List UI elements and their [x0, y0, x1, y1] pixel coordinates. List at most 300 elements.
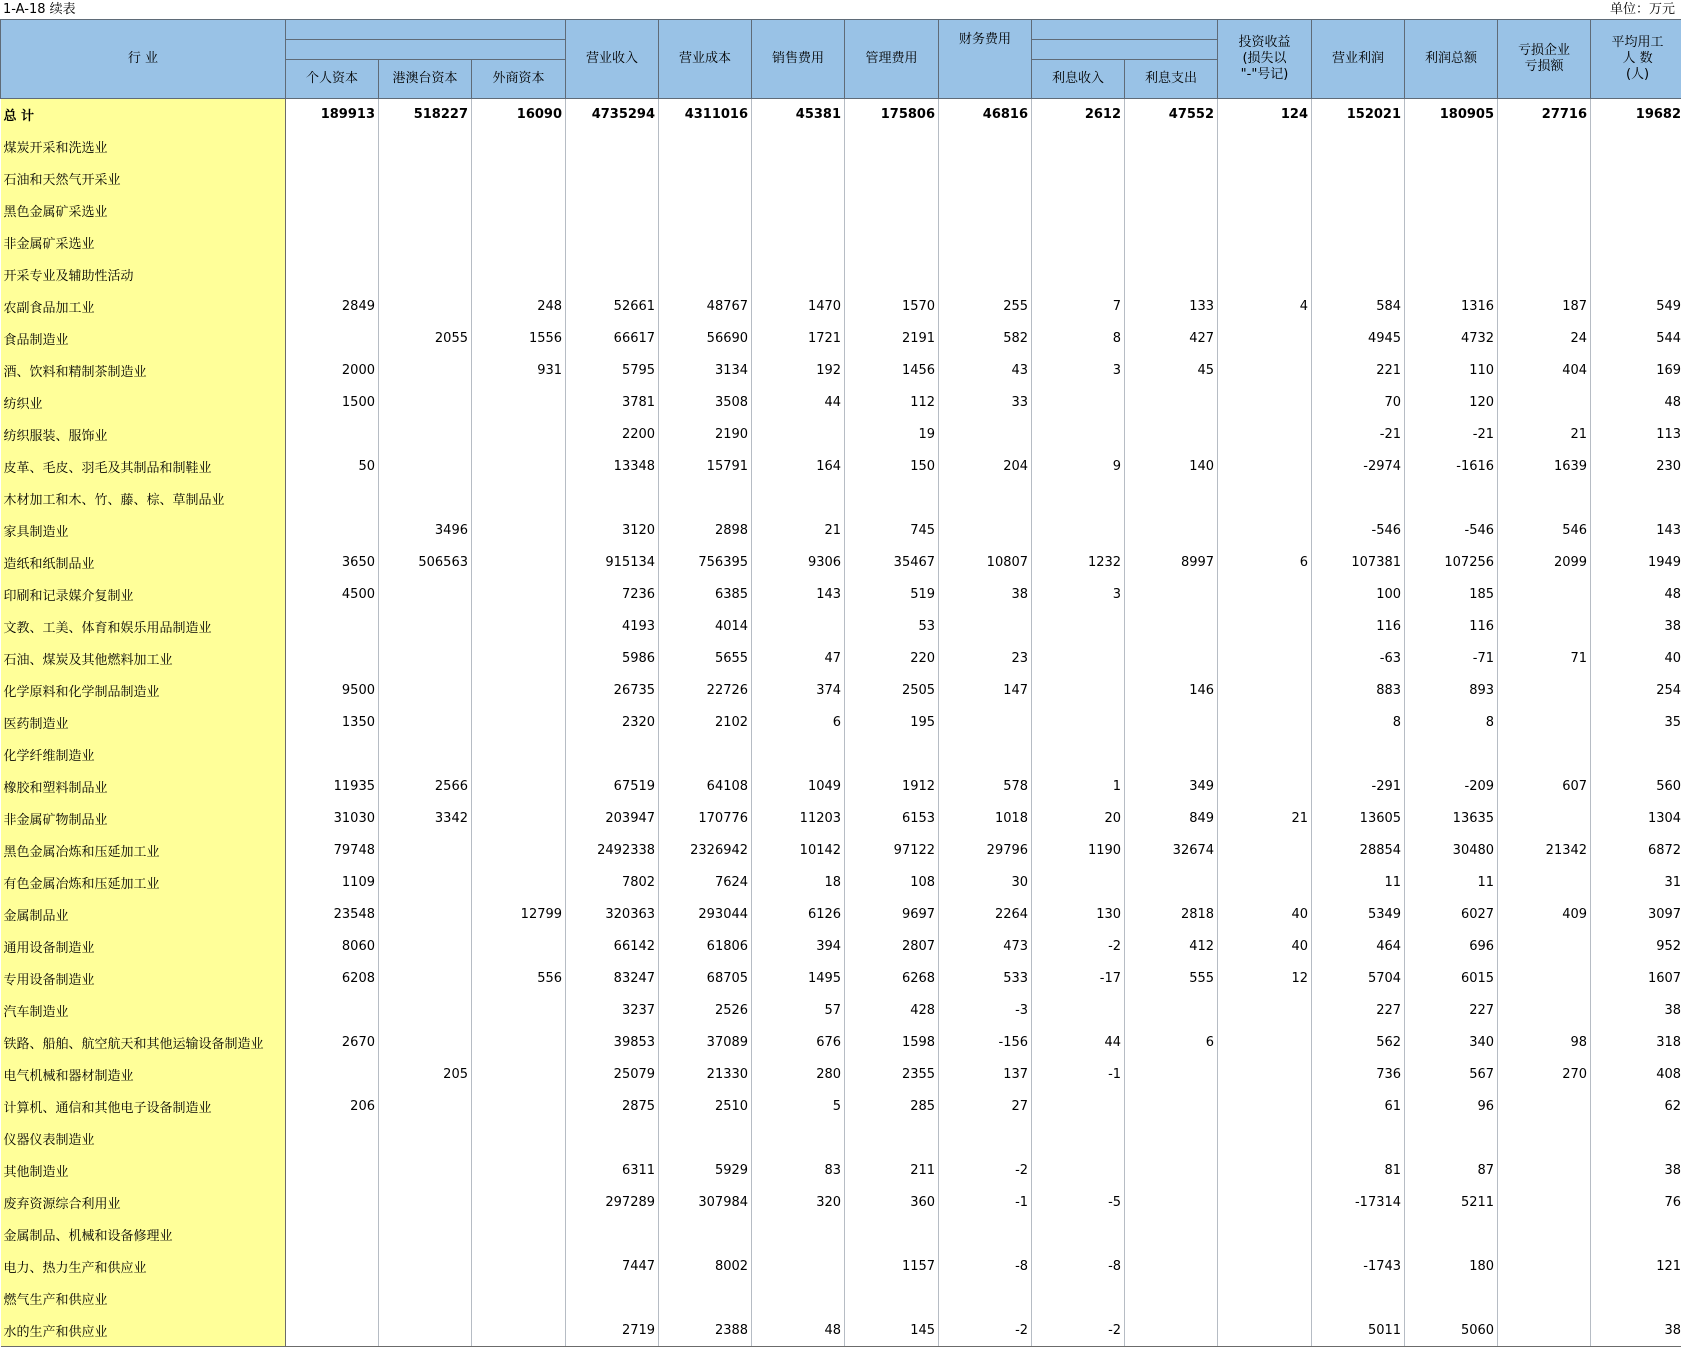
table-cell: 47552 [1125, 99, 1218, 131]
table-cell: 4 [1218, 291, 1312, 323]
table-cell: -546 [1312, 515, 1405, 547]
table-cell: 8997 [1125, 547, 1218, 579]
table-cell [1218, 515, 1312, 547]
table-cell: 567 [1405, 1059, 1498, 1091]
table-cell: 16090 [472, 99, 566, 131]
table-cell: 61806 [659, 931, 752, 963]
table-cell [472, 1027, 566, 1059]
table-cell: 1570 [845, 291, 939, 323]
table-cell [1032, 707, 1125, 739]
table-cell [472, 771, 566, 803]
table-cell: 1232 [1032, 547, 1125, 579]
table-cell [659, 1283, 752, 1315]
table-cell [752, 1123, 845, 1155]
table-cell [472, 387, 566, 419]
table-cell: 1456 [845, 355, 939, 387]
table-cell: 374 [752, 675, 845, 707]
table-cell [379, 131, 472, 163]
industry-name: 造纸和纸制品业 [1, 547, 286, 579]
table-cell: 2099 [1498, 547, 1591, 579]
table-cell: 48 [1591, 579, 1681, 611]
table-cell [1498, 675, 1591, 707]
table-cell [939, 483, 1032, 515]
table-cell: -1 [1032, 1059, 1125, 1091]
table-row [1, 323, 1681, 355]
table-cell [1032, 1091, 1125, 1123]
table-cell: 5986 [566, 643, 659, 675]
table-cell: 124 [1218, 99, 1312, 131]
table-cell [379, 291, 472, 323]
table-cell [1218, 451, 1312, 483]
table-cell [1218, 1091, 1312, 1123]
table-row [1, 1059, 1681, 1091]
table-cell [1125, 1315, 1218, 1347]
table-cell [1312, 163, 1405, 195]
table-cell [1218, 195, 1312, 227]
table-cell [379, 419, 472, 451]
table-cell: 71 [1498, 643, 1591, 675]
table-cell: 81 [1312, 1155, 1405, 1187]
table-cell [1032, 483, 1125, 515]
table-cell: -17314 [1312, 1187, 1405, 1219]
table-cell [1591, 1123, 1681, 1155]
table-cell: 349 [1125, 771, 1218, 803]
table-cell: 6015 [1405, 963, 1498, 995]
table-cell [379, 195, 472, 227]
table-cell [752, 259, 845, 291]
table-row [1, 419, 1681, 451]
table-cell [1405, 195, 1498, 227]
table-cell: 29796 [939, 835, 1032, 867]
table-cell [566, 131, 659, 163]
table-row [1, 675, 1681, 707]
table-cell [472, 643, 566, 675]
table-cell [1032, 675, 1125, 707]
table-cell [1032, 163, 1125, 195]
table-cell: 8 [1405, 707, 1498, 739]
table-cell [379, 643, 472, 675]
table-cell [1312, 483, 1405, 515]
table-cell: 506563 [379, 547, 472, 579]
table-row [1, 1251, 1681, 1283]
table-cell [1591, 227, 1681, 259]
table-cell: 206 [286, 1091, 379, 1123]
table-cell [1125, 131, 1218, 163]
table-cell: 5704 [1312, 963, 1405, 995]
table-cell: 560 [1591, 771, 1681, 803]
table-cell: 40 [1218, 899, 1312, 931]
table-cell: 3120 [566, 515, 659, 547]
table-cell [1218, 323, 1312, 355]
table-cell [845, 483, 939, 515]
table-cell: 68705 [659, 963, 752, 995]
header-cost: 营业成本 [659, 20, 752, 99]
industry-name: 木材加工和木、竹、藤、棕、草制品业 [1, 483, 286, 515]
table-cell: 113 [1591, 419, 1681, 451]
table-row [1, 195, 1681, 227]
table-cell: -21 [1405, 419, 1498, 451]
table-cell: 2200 [566, 419, 659, 451]
table-cell [379, 835, 472, 867]
table-cell [1591, 483, 1681, 515]
table-cell [1498, 1187, 1591, 1219]
table-cell [1498, 227, 1591, 259]
table-cell: 8 [1032, 323, 1125, 355]
table-cell [1125, 227, 1218, 259]
table-cell [1218, 1251, 1312, 1283]
industry-name: 非金属矿物制品业 [1, 803, 286, 835]
table-cell: 50 [286, 451, 379, 483]
table-cell [286, 163, 379, 195]
table-cell [1032, 867, 1125, 899]
table-cell [566, 1123, 659, 1155]
table-cell: 13348 [566, 451, 659, 483]
table-cell [379, 163, 472, 195]
table-cell [472, 227, 566, 259]
table-cell [659, 1123, 752, 1155]
table-cell [286, 323, 379, 355]
table-cell: 5060 [1405, 1315, 1498, 1347]
table-cell [752, 131, 845, 163]
table-cell: 38 [1591, 1155, 1681, 1187]
industry-name: 开采专业及辅助性活动 [1, 259, 286, 291]
table-cell: 67519 [566, 771, 659, 803]
header-finance-blank [1032, 20, 1218, 40]
table-cell: -2 [939, 1315, 1032, 1347]
table-cell: 45 [1125, 355, 1218, 387]
industry-name: 专用设备制造业 [1, 963, 286, 995]
table-cell: 1598 [845, 1027, 939, 1059]
header-total-profit: 利润总额 [1405, 20, 1498, 99]
table-cell [1218, 259, 1312, 291]
table-cell: 35467 [845, 547, 939, 579]
table-cell: 20 [1032, 803, 1125, 835]
table-cell: 211 [845, 1155, 939, 1187]
table-cell: 1495 [752, 963, 845, 995]
table-cell: 112 [845, 387, 939, 419]
table-cell [472, 1059, 566, 1091]
table-cell: 578 [939, 771, 1032, 803]
table-cell [472, 195, 566, 227]
table-cell: 2320 [566, 707, 659, 739]
table-cell: -291 [1312, 771, 1405, 803]
table-cell: 893 [1405, 675, 1498, 707]
table-cell: 519 [845, 579, 939, 611]
table-cell: 11 [1405, 867, 1498, 899]
industry-name: 有色金属冶炼和压延加工业 [1, 867, 286, 899]
table-cell: 53 [845, 611, 939, 643]
table-cell: 6385 [659, 579, 752, 611]
table-cell: 3496 [379, 515, 472, 547]
table-cell: 1157 [845, 1251, 939, 1283]
table-cell [286, 611, 379, 643]
table-cell [1032, 387, 1125, 419]
table-cell [1032, 1123, 1125, 1155]
table-row [1, 131, 1681, 163]
table-cell: 33 [939, 387, 1032, 419]
table-cell: 5349 [1312, 899, 1405, 931]
table-cell: 340 [1405, 1027, 1498, 1059]
table-cell [566, 739, 659, 771]
table-cell: 849 [1125, 803, 1218, 835]
table-cell: 1018 [939, 803, 1032, 835]
table-cell: 38 [939, 579, 1032, 611]
table-cell: 2898 [659, 515, 752, 547]
header-hk-macao-taiwan-capital: 港澳台资本 [379, 60, 472, 99]
table-cell: 23548 [286, 899, 379, 931]
table-cell: 21342 [1498, 835, 1591, 867]
table-cell: -2974 [1312, 451, 1405, 483]
table-header [1, 20, 1681, 99]
table-cell: 32674 [1125, 835, 1218, 867]
table-cell [379, 867, 472, 899]
table-cell: 7236 [566, 579, 659, 611]
table-cell: 2055 [379, 323, 472, 355]
table-cell: 931 [472, 355, 566, 387]
industry-name: 医药制造业 [1, 707, 286, 739]
table-cell [1125, 1059, 1218, 1091]
table-cell: 409 [1498, 899, 1591, 931]
table-cell [1498, 483, 1591, 515]
table-cell: 297289 [566, 1187, 659, 1219]
table-cell [1591, 259, 1681, 291]
table-row [1, 1155, 1681, 1187]
table-cell: 2355 [845, 1059, 939, 1091]
industry-name: 食品制造业 [1, 323, 286, 355]
table-cell: 44 [1032, 1027, 1125, 1059]
table-cell: 120 [1405, 387, 1498, 419]
header-foreign-capital: 外商资本 [472, 60, 566, 99]
header-revenue: 营业收入 [566, 20, 659, 99]
table-cell [566, 163, 659, 195]
table-cell [379, 899, 472, 931]
table-cell: 2510 [659, 1091, 752, 1123]
table-cell: 2505 [845, 675, 939, 707]
table-cell [1125, 643, 1218, 675]
table-cell: 195 [845, 707, 939, 739]
table-cell [1218, 1123, 1312, 1155]
table-cell [472, 163, 566, 195]
header-industry: 行 业 [1, 20, 286, 99]
table-cell: 143 [752, 579, 845, 611]
table-cell [1498, 739, 1591, 771]
table-cell: 2264 [939, 899, 1032, 931]
table-cell: 37089 [659, 1027, 752, 1059]
table-cell: 47 [752, 643, 845, 675]
table-cell [1405, 259, 1498, 291]
table-cell [1125, 1155, 1218, 1187]
table-cell [1591, 163, 1681, 195]
table-cell: 10142 [752, 835, 845, 867]
table-cell: -2 [1032, 931, 1125, 963]
table-cell [379, 1283, 472, 1315]
table-cell [752, 1283, 845, 1315]
table-cell: 45381 [752, 99, 845, 131]
table-cell: 280 [752, 1059, 845, 1091]
table-cell [1498, 579, 1591, 611]
table-cell [286, 131, 379, 163]
table-row [1, 355, 1681, 387]
header-sales-expense: 销售费用 [752, 20, 845, 99]
table-cell [286, 1251, 379, 1283]
table-cell [472, 707, 566, 739]
table-cell [1125, 1123, 1218, 1155]
table-cell: 8002 [659, 1251, 752, 1283]
industry-name: 印刷和记录媒介复制业 [1, 579, 286, 611]
table-cell: 21 [1218, 803, 1312, 835]
table-cell [472, 1187, 566, 1219]
table-cell [939, 707, 1032, 739]
table-cell: 427 [1125, 323, 1218, 355]
table-cell: 100 [1312, 579, 1405, 611]
table-cell: 582 [939, 323, 1032, 355]
table-cell: 18 [752, 867, 845, 899]
table-row [1, 1027, 1681, 1059]
table-cell [1218, 643, 1312, 675]
table-cell: 28854 [1312, 835, 1405, 867]
table-cell: 5211 [1405, 1187, 1498, 1219]
table-cell: 116 [1405, 611, 1498, 643]
table-cell [286, 995, 379, 1027]
table-cell [939, 515, 1032, 547]
table-cell: 254 [1591, 675, 1681, 707]
table-cell: 533 [939, 963, 1032, 995]
table-cell [566, 1283, 659, 1315]
table-cell: 255 [939, 291, 1032, 323]
table-cell [286, 643, 379, 675]
table-cell [1218, 1027, 1312, 1059]
table-cell: 9 [1032, 451, 1125, 483]
industry-name: 汽车制造业 [1, 995, 286, 1027]
table-cell [659, 259, 752, 291]
table-cell: 107381 [1312, 547, 1405, 579]
table-cell [752, 1251, 845, 1283]
header-finance-expense-cont [939, 60, 1032, 99]
table-cell [1498, 1155, 1591, 1187]
industry-name: 非金属矿采选业 [1, 227, 286, 259]
table-cell [1498, 611, 1591, 643]
table-cell [472, 483, 566, 515]
table-row [1, 291, 1681, 323]
table-cell: 70 [1312, 387, 1405, 419]
table-cell [1591, 739, 1681, 771]
table-cell [1032, 739, 1125, 771]
table-cell: 39853 [566, 1027, 659, 1059]
industry-finance-table [0, 19, 1681, 1347]
table-cell [286, 1283, 379, 1315]
table-cell [939, 1283, 1032, 1315]
industry-name: 计算机、通信和其他电子设备制造业 [1, 1091, 286, 1123]
table-cell: 1109 [286, 867, 379, 899]
table-cell [1218, 1315, 1312, 1347]
table-cell [472, 1155, 566, 1187]
table-cell: 13605 [1312, 803, 1405, 835]
table-cell [1032, 995, 1125, 1027]
table-cell: 2612 [1032, 99, 1125, 131]
table-cell [659, 483, 752, 515]
table-cell [379, 227, 472, 259]
table-cell: 883 [1312, 675, 1405, 707]
table-cell [286, 259, 379, 291]
table-cell: 270 [1498, 1059, 1591, 1091]
table-cell: 133 [1125, 291, 1218, 323]
table-cell: 6268 [845, 963, 939, 995]
table-cell: 203947 [566, 803, 659, 835]
table-cell: 915134 [566, 547, 659, 579]
table-cell [286, 1059, 379, 1091]
table-cell: -156 [939, 1027, 1032, 1059]
table-row [1, 163, 1681, 195]
industry-name: 石油、煤炭及其他燃料加工业 [1, 643, 286, 675]
table-cell: 147 [939, 675, 1032, 707]
industry-name: 黑色金属矿采选业 [1, 195, 286, 227]
table-cell: 8 [1312, 707, 1405, 739]
table-cell: 318 [1591, 1027, 1681, 1059]
table-cell: 1316 [1405, 291, 1498, 323]
table-cell [752, 739, 845, 771]
table-cell: 952 [1591, 931, 1681, 963]
table-cell [286, 1187, 379, 1219]
table-cell: 25079 [566, 1059, 659, 1091]
table-cell [286, 227, 379, 259]
table-cell: 83247 [566, 963, 659, 995]
table-cell [472, 451, 566, 483]
table-cell: 3342 [379, 803, 472, 835]
table-cell: 3097 [1591, 899, 1681, 931]
industry-name: 化学原料和化学制品制造业 [1, 675, 286, 707]
industry-name: 金属制品、机械和设备修理业 [1, 1219, 286, 1251]
table-cell: 3237 [566, 995, 659, 1027]
table-cell: -8 [939, 1251, 1032, 1283]
table-cell [1405, 227, 1498, 259]
table-cell: 164 [752, 451, 845, 483]
table-cell [1591, 195, 1681, 227]
table-cell [379, 579, 472, 611]
table-cell [1218, 419, 1312, 451]
table-cell [1405, 739, 1498, 771]
table-cell [1125, 867, 1218, 899]
table-cell [472, 931, 566, 963]
table-cell [1498, 963, 1591, 995]
industry-name: 酒、饮料和精制茶制造业 [1, 355, 286, 387]
table-cell: 2388 [659, 1315, 752, 1347]
table-cell: 26735 [566, 675, 659, 707]
table-row [1, 931, 1681, 963]
table-cell: -71 [1405, 643, 1498, 675]
table-row [1, 803, 1681, 835]
table-cell [659, 227, 752, 259]
table-cell: 57 [752, 995, 845, 1027]
table-cell: 19 [845, 419, 939, 451]
table-cell [845, 163, 939, 195]
table-cell: 46816 [939, 99, 1032, 131]
table-cell: 404 [1498, 355, 1591, 387]
table-cell [472, 131, 566, 163]
table-cell: 64108 [659, 771, 752, 803]
table-cell [1218, 483, 1312, 515]
table-cell [566, 259, 659, 291]
table-cell: 2492338 [566, 835, 659, 867]
table-cell: 2102 [659, 707, 752, 739]
table-cell: 293044 [659, 899, 752, 931]
table-cell: 2807 [845, 931, 939, 963]
table-cell [1125, 1251, 1218, 1283]
table-cell [379, 387, 472, 419]
table-cell [1405, 1123, 1498, 1155]
table-cell [379, 931, 472, 963]
table-cell [939, 195, 1032, 227]
table-cell [1032, 1155, 1125, 1187]
